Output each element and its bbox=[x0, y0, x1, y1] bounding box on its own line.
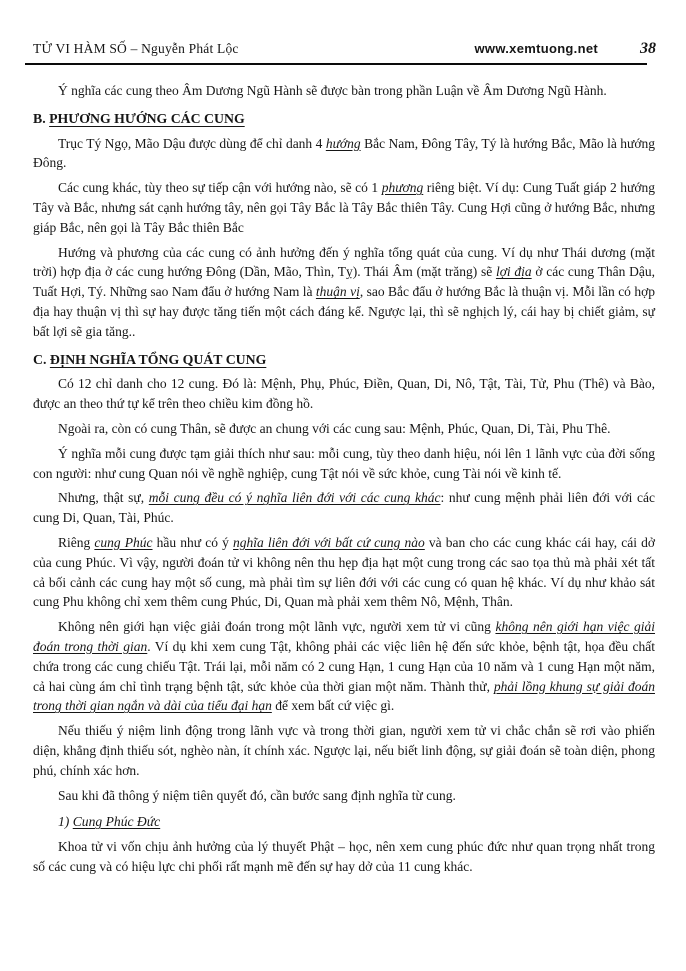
emphasis-run: cung Phúc bbox=[94, 534, 153, 550]
section-title: PHƯƠNG HƯỚNG CÁC CUNG bbox=[49, 110, 245, 126]
text-run: Trục Tý Ngọ, Mão Dậu được dùng để chỉ danh 4 bbox=[58, 135, 326, 151]
emphasis-run: thuận vị bbox=[315, 284, 360, 300]
text-run: Ý nghĩa các cung theo Âm Dương Ngũ Hành sẽ được bàn trong phần Luận về Âm Dương Ngũ Hành. bbox=[58, 83, 607, 98]
subsection-number: 1) bbox=[58, 814, 73, 830]
text-run: hầu như có ý bbox=[152, 534, 234, 550]
text-run: ở các cung Thân Dậu, Tuất Hợi, Tý. Những sao Nam đẩu ở hướng Nam là bbox=[33, 264, 655, 300]
paragraph bbox=[33, 837, 655, 877]
paragraph bbox=[33, 721, 655, 780]
page-header bbox=[0, 0, 686, 58]
text-run: Nhưng, thật sự, bbox=[58, 490, 149, 506]
text-run: Khoa tử vi vốn chịu ảnh hưởng của lý thuyết Phật – học, nên xem cung phúc đức như quan trọng nhất trong số các cung và có hiệu lực chi phối rất mạnh mẽ đến sự hay dở của 11 cung khác. bbox=[33, 839, 655, 874]
text-run: riêng biệt. Ví dụ: Cung Tuất giáp 2 hướng Tây và Bắc, nhưng sát cạnh hướng tây, nên gọi Tây Bắc là Tây Bắc thiên Tây. Cung Hợi cũng ở hướng Bắc, nhưng giáp Bắc, nên gọi là Tây Bắc thiên Bắc bbox=[33, 180, 655, 235]
text-run: Không nên giới hạn việc giải đoán trong một lãnh vực, người xem tử vi cũng bbox=[58, 619, 496, 635]
book-title: TỬ VI HÀM SỐ – Nguyễn Phát Lộc bbox=[33, 41, 239, 56]
emphasis-run: không nên giới hạn việc giải đoán trong thời gian bbox=[33, 619, 656, 654]
text-run: Sau khi đã thông ý niệm tiên quyết đó, cần bước sang định nghĩa từ cung. bbox=[58, 787, 456, 803]
emphasis-run: hướng bbox=[325, 135, 361, 151]
text-run: Bắc Nam, Đông Tây, Tý là hướng Bắc, Mão là hướng Đông. bbox=[33, 135, 655, 171]
emphasis-run: phương bbox=[381, 180, 424, 196]
emphasis-run: nghĩa liên đới với bất cứ cung nào bbox=[233, 534, 425, 550]
text-run: và ban cho các cung khác cái hay, cái dở của cung Phúc. Vì vậy, người đoán tử vi không nên thu hẹp địa hạt một cung trong các sao tọa thủ mà phải xét tất cả bối cảnh các cung hay một số cung, mà phải tìm sự liên đới với các cung có quan hệ khác. Ví dụ như khảo sát cung Phu không chỉ xem thêm cung Phúc, Di, Quan mà phải xem thêm Nô, Mệnh, Thân. bbox=[33, 534, 655, 610]
text-run: để xem bất cứ việc gì. bbox=[271, 698, 395, 714]
page-number: 38 bbox=[640, 40, 656, 57]
paragraph bbox=[33, 243, 655, 342]
text-run: Ngoài ra, còn có cung Thân, sẽ được an chung với các cung sau: Mệnh, Phúc, Quan, Di, Tài, Phu Thê. bbox=[58, 420, 611, 436]
text-run: Riêng bbox=[58, 534, 95, 550]
subsection-heading-1 bbox=[58, 812, 655, 832]
text-run: Các cung khác, tùy theo sự tiếp cận với hướng nào, sẽ có 1 bbox=[58, 180, 382, 196]
text-run: Có 12 chỉ danh cho 12 cung. Đó là: Mệnh, Phụ, Phúc, Điền, Quan, Di, Nô, Tật, Tài, Tử, Phu (Thê) và Bào, được an theo thứ tự kể trên theo chiều kim đồng hồ. bbox=[33, 376, 655, 412]
text-run: , sao Bắc đẩu ở hướng Bắc là thuận vị. Mỗi lần có hợp địa hay thuận vị thì sự hay được tăng tiến một cách đáng kể. Ngược lại, thì sẽ nghịch lý, cái hay bị chiết giảm, sự bất lợi sẽ gia tăng.. bbox=[33, 284, 655, 339]
text-run: . Ví dụ khi xem cung Tật, không phải các việc liên hệ đến sức khỏe, bệnh tật, họa đều chất chứa trong các cung chiếu Tật. Trái lại, mỗi năm có 2 cung Hạn, 1 cung Hạn của 10 năm và 1 cung Hạn một năm, cả hai cùng ám chỉ tình trạng bệnh tật, sức khỏe của thời gian một năm. Thành thử, bbox=[33, 638, 655, 694]
text-run: Hướng và phương của các cung có ảnh hưởng đến ý nghĩa tổng quát của cung. Ví dụ như Thái dương (mặt trời) hợp địa ở các cung hướng Đông (Dần, Mão, Thìn, Tỵ). Thái Âm (mặt trăng) sẽ bbox=[33, 244, 655, 280]
text-run: : như cung mệnh phải liên đới với các cung Di, Quan, Tài, Phúc. bbox=[33, 490, 656, 526]
paragraph bbox=[33, 786, 655, 806]
emphasis-run: mỗi cung đều có ý nghĩa liên đới với các cung khác bbox=[148, 490, 441, 506]
paragraph-intro bbox=[33, 81, 655, 101]
paragraph bbox=[33, 419, 655, 439]
emphasis-run: lợi địa bbox=[495, 264, 532, 280]
paragraph bbox=[33, 178, 655, 237]
section-heading-c bbox=[33, 350, 655, 370]
website-label: www.xemtuong.net bbox=[474, 41, 598, 56]
section-letter: C. bbox=[33, 351, 50, 367]
section-letter: B. bbox=[33, 110, 50, 126]
paragraph bbox=[33, 488, 655, 528]
section-title: ĐỊNH NGHĨA TỔNG QUÁT CUNG bbox=[49, 351, 267, 367]
text-run: Nếu thiếu ý niệm linh động trong lãnh vực và trong thời gian, người xem tử vi chắc chắn sẽ rơi vào phiến diện, khẳng định thiếu sót, nghèo nàn, ít chính xác. Ngược lại, nếu biết linh động, sự giải đoán sẽ toàn diện, phong phú, chính xác hơn. bbox=[33, 723, 655, 778]
section-heading-b bbox=[33, 109, 655, 129]
document-body bbox=[0, 65, 686, 877]
paragraph bbox=[33, 134, 655, 174]
paragraph bbox=[33, 533, 655, 612]
emphasis-run: phải lồng khung sự giải đoán trong thời gian ngắn và dài của tiểu đại hạn bbox=[33, 678, 655, 714]
text-run: Ý nghĩa mỗi cung được tạm giải thích như sau: mỗi cung, tùy theo danh hiệu, nói lên 1 lãnh vực của đời sống con người: như cung Quan nói về nghề nghiệp, cung Tật nói về sức khỏe, cung Tài nói về kinh tế. bbox=[33, 445, 655, 481]
subsection-title: Cung Phúc Đức bbox=[72, 814, 161, 830]
paragraph bbox=[33, 374, 655, 414]
paragraph bbox=[33, 444, 655, 484]
paragraph bbox=[33, 617, 655, 716]
